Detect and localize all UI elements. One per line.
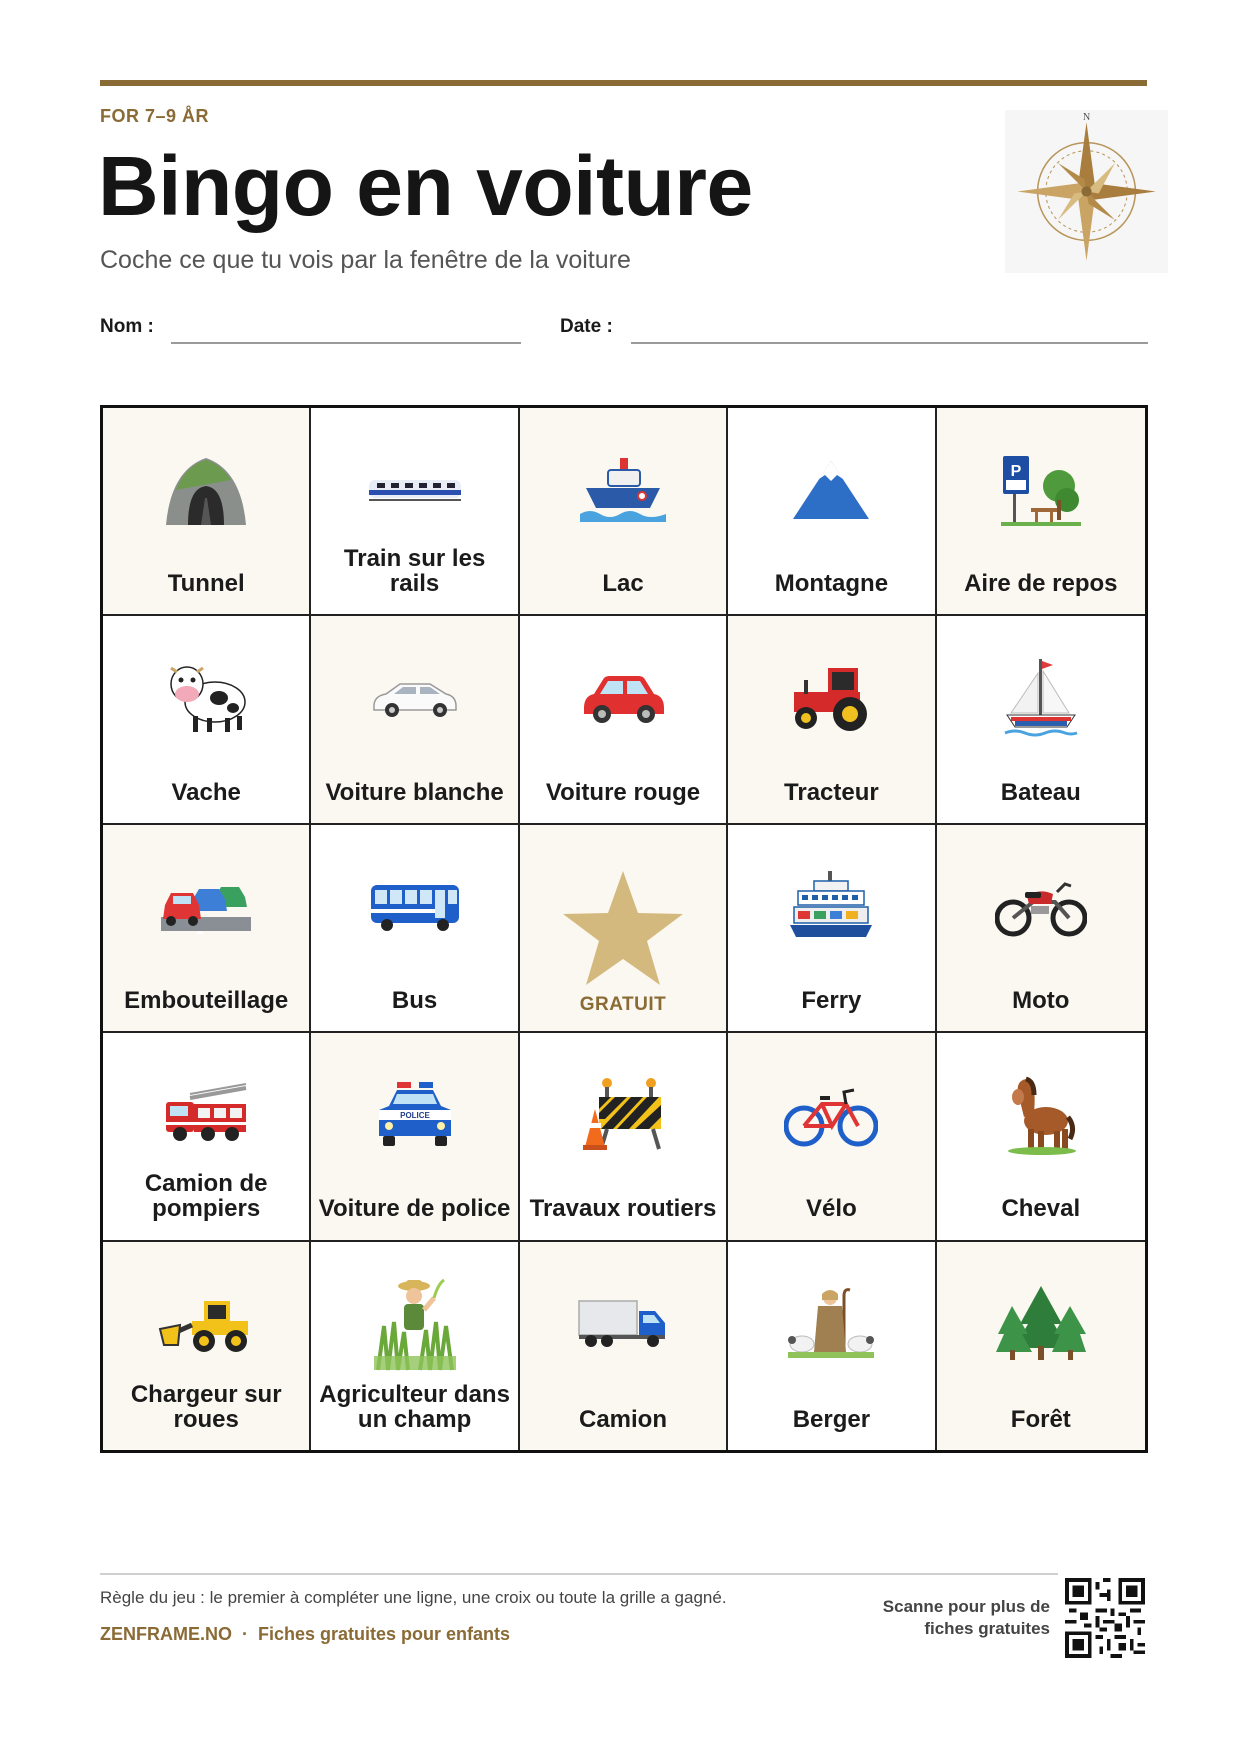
cell-label: Ferry	[801, 987, 862, 1014]
name-label: Nom :	[100, 316, 154, 337]
game-rule: Règle du jeu : le premier à compléter une ligne, une croix ou toute la grille a gagné.	[100, 1588, 727, 1607]
boat-lake-icon	[578, 450, 668, 530]
top-rule	[100, 80, 1147, 86]
cell-label: Agriculteur dans un champ	[319, 1380, 510, 1433]
bingo-cell-shepherd[interactable]	[728, 1242, 936, 1450]
cell-label: Camion de pompiers	[144, 1170, 268, 1223]
traffic-jam-icon	[161, 877, 251, 937]
bingo-cell-rest-area[interactable]	[937, 408, 1145, 616]
bingo-cell-ferry[interactable]	[728, 825, 936, 1033]
cell-label: Chargeur sur roues	[130, 1380, 282, 1433]
bingo-cell-tunnel[interactable]	[103, 408, 311, 616]
rest-area-icon	[1001, 452, 1081, 528]
farmer-icon	[374, 1276, 456, 1372]
mountain-icon	[791, 457, 871, 523]
bus-icon	[369, 881, 461, 933]
cell-label: Aire de repos	[964, 570, 1118, 598]
svg-text:P: P	[1010, 463, 1022, 480]
white-car-icon	[370, 676, 460, 720]
age-tag: FOR 7–9 ÅR	[100, 106, 210, 126]
tunnel-icon	[161, 450, 251, 530]
bingo-cell-forest[interactable]	[937, 1242, 1145, 1450]
police-car-icon	[375, 1080, 455, 1150]
cell-label: GRATUIT	[579, 994, 667, 1016]
bingo-cell-mountain[interactable]	[728, 408, 936, 616]
bingo-cell-truck[interactable]	[520, 1242, 728, 1450]
train-icon	[367, 470, 463, 510]
forest-icon	[996, 1284, 1086, 1364]
cell-label: Voiture rouge	[545, 778, 701, 806]
cell-label: Tunnel	[167, 570, 245, 598]
sailboat-icon	[1003, 655, 1079, 741]
cell-label: Bateau	[1000, 778, 1081, 806]
brand-tagline: Fiches gratuites pour enfants	[258, 1624, 511, 1644]
bingo-cell-roadwork[interactable]	[520, 1033, 728, 1241]
qr-code-icon[interactable]	[1065, 1578, 1145, 1658]
horse-icon	[1004, 1073, 1078, 1157]
bingo-cell-moto[interactable]	[937, 825, 1145, 1033]
star-icon	[561, 869, 685, 987]
brand-line	[100, 1624, 510, 1645]
bingo-cell-police-car[interactable]	[311, 1033, 519, 1241]
bingo-cell-traffic-jam[interactable]	[103, 825, 311, 1033]
roadwork-icon	[581, 1077, 665, 1153]
red-car-icon	[578, 670, 668, 726]
page-subtitle: Coche ce que tu vois par la fenêtre de la voiture	[100, 246, 631, 274]
cell-label: Embouteillage	[124, 987, 289, 1014]
bingo-cell-boat[interactable]	[937, 616, 1145, 824]
tractor-icon	[788, 662, 874, 734]
bingo-cell-free[interactable]	[520, 825, 728, 1033]
bingo-cell-white-car[interactable]	[311, 616, 519, 824]
page-title: Bingo en voiture	[98, 139, 753, 233]
cell-label: Camion	[578, 1405, 667, 1433]
bingo-cell-red-car[interactable]	[520, 616, 728, 824]
fire-truck-icon	[162, 1082, 250, 1148]
compass-rose-icon	[1005, 110, 1168, 273]
shepherd-icon	[788, 1286, 874, 1362]
name-field[interactable]	[171, 342, 521, 344]
bingo-cell-lake[interactable]	[520, 408, 728, 616]
bingo-cell-wheel-loader[interactable]	[103, 1242, 311, 1450]
cell-label: Vache	[171, 778, 241, 806]
brand-name[interactable]: ZENFRAME.NO	[100, 1624, 232, 1644]
truck-icon	[577, 1297, 669, 1351]
cell-label: Vélo	[806, 1195, 857, 1223]
cell-label: Berger	[792, 1405, 871, 1433]
bingo-cell-farmer[interactable]	[311, 1242, 519, 1450]
cell-label: Travaux routiers	[529, 1195, 717, 1223]
ferry-icon	[788, 867, 874, 947]
footer-divider	[100, 1573, 1058, 1575]
bingo-cell-fire-truck[interactable]	[103, 1033, 311, 1241]
scan-text: Scanne pour plus de fiches gratuites	[882, 1597, 1050, 1639]
bingo-cell-horse[interactable]	[937, 1033, 1145, 1241]
bingo-grid	[100, 405, 1148, 1453]
cell-label: Moto	[1012, 987, 1070, 1014]
bingo-cell-bicycle[interactable]	[728, 1033, 936, 1241]
bingo-cell-cow[interactable]	[103, 616, 311, 824]
bingo-cell-tractor[interactable]	[728, 616, 936, 824]
cell-label: Voiture blanche	[325, 778, 504, 806]
cell-label: Voiture de police	[318, 1195, 511, 1223]
brand-separator: ·	[242, 1624, 248, 1644]
cell-label: Lac	[602, 570, 644, 598]
svg-text:POLICE: POLICE	[399, 1111, 430, 1121]
compass-north-label: N	[1082, 112, 1091, 124]
cell-label: Train sur les rails	[343, 545, 486, 598]
cell-label: Bus	[391, 987, 438, 1014]
cell-label: Forêt	[1010, 1405, 1071, 1433]
date-label: Date :	[560, 316, 613, 337]
motorcycle-icon	[995, 876, 1087, 938]
cell-label: Tracteur	[784, 778, 879, 806]
date-field[interactable]	[631, 342, 1148, 344]
wheel-loader-icon	[158, 1295, 254, 1353]
bingo-cell-bus[interactable]	[311, 825, 519, 1033]
cow-icon	[163, 658, 249, 738]
bicycle-icon	[784, 1082, 878, 1148]
cell-label: Cheval	[1001, 1195, 1081, 1223]
cell-label: Montagne	[774, 570, 889, 598]
bingo-cell-train[interactable]	[311, 408, 519, 616]
